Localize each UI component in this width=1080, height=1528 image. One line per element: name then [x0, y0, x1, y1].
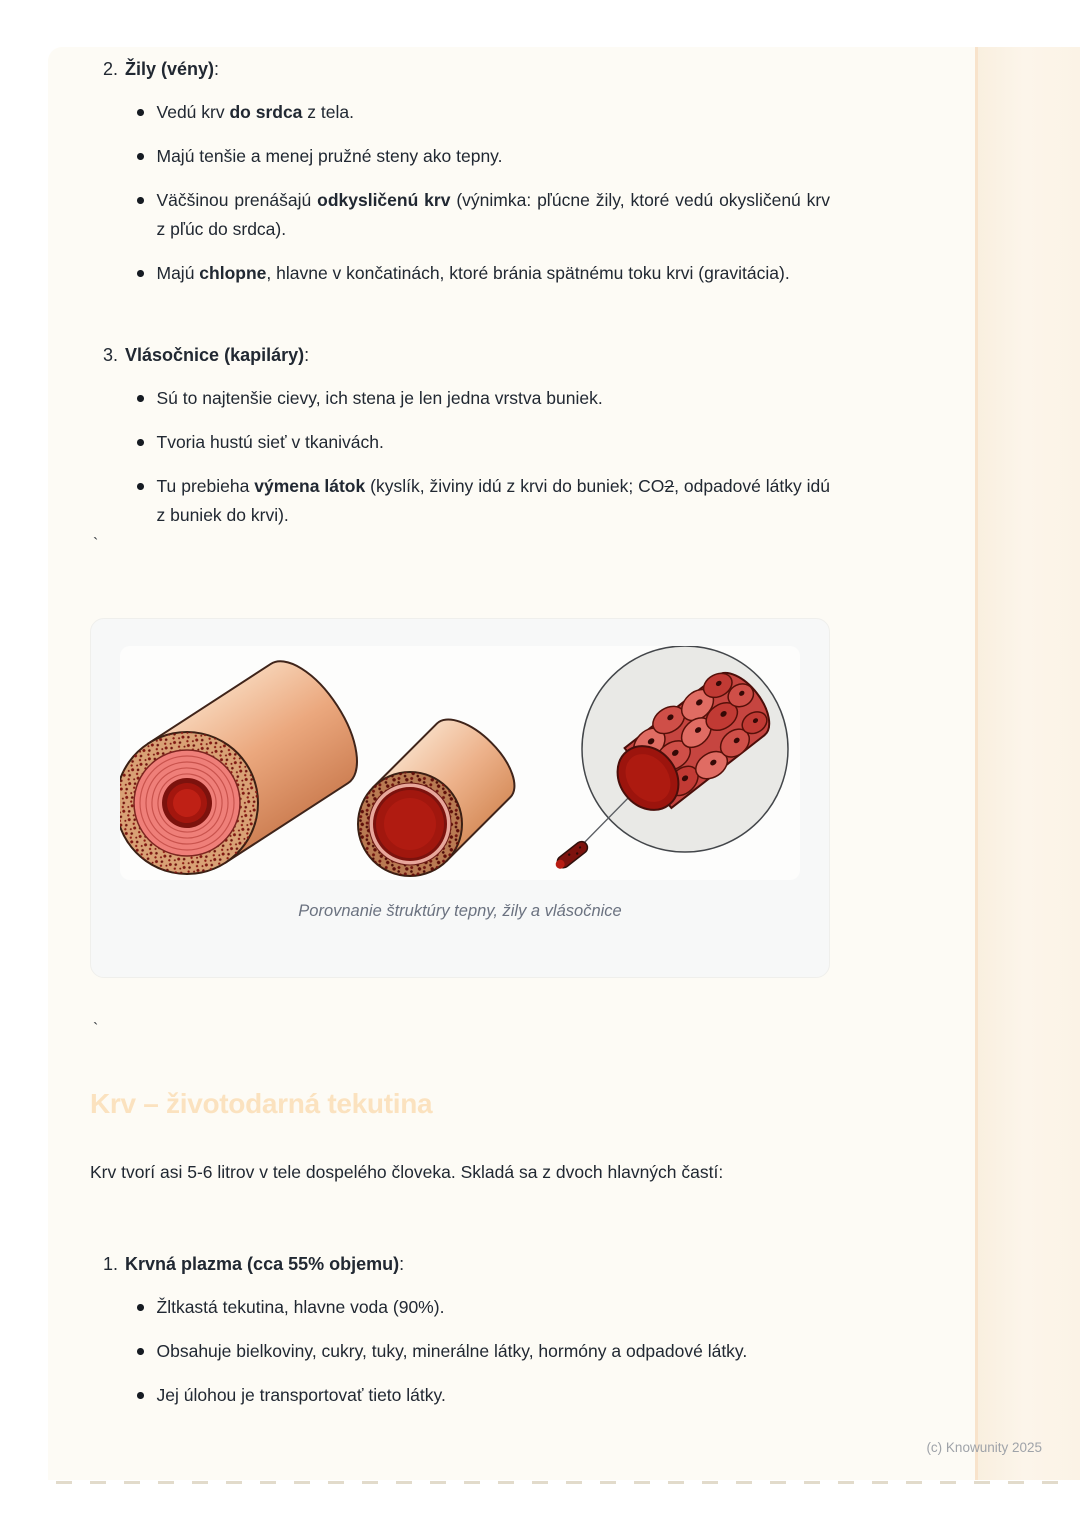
list-item	[90, 259, 830, 288]
list-item-text: Majú tenšie a menej pružné steny ako tepny.	[156, 146, 503, 166]
bullet-dot	[137, 395, 144, 402]
list-item-text: Žltkastá tekutina, hlavne voda (90%).	[156, 1297, 445, 1317]
list-item-text: Jej úlohou je transportovať tieto látky.	[156, 1385, 446, 1405]
list-item-text: Tu prebieha výmena látok (kyslík, živiny idú z krvi do buniek; CO2, odpadové látky idú z buniek do krvi).	[156, 476, 831, 525]
stray-backtick: `	[93, 536, 99, 553]
intro-block	[90, 1156, 830, 1188]
colon: :	[399, 1254, 405, 1274]
figure-block	[90, 618, 830, 978]
list-item	[90, 186, 830, 244]
section-plasma	[90, 1250, 830, 1410]
list-item-text: Väčšinou prenášajú odkysličenú krv (výnimka: pľúcne žily, ktoré vedú okysličenú krv z pľúc do srdca).	[156, 190, 830, 239]
heading-block	[90, 1088, 830, 1120]
bullet-list	[90, 98, 830, 288]
section-title: Krvná plazma (cca 55% objemu)	[125, 1254, 400, 1274]
figure-card	[90, 618, 830, 978]
figure-image-panel	[120, 646, 800, 880]
section-veins	[90, 55, 830, 288]
section-title: Žily (vény)	[125, 59, 215, 79]
section-capillaries-heading	[90, 341, 830, 369]
list-number: 3.	[103, 345, 119, 365]
section-capillaries	[90, 341, 830, 530]
vein-cross-section	[336, 706, 528, 880]
list-item	[90, 142, 830, 171]
list-item	[90, 384, 830, 413]
list-item-text: Tvoria hustú sieť v tkanivách.	[156, 432, 384, 452]
list-item	[90, 1337, 830, 1366]
artery-cross-section	[120, 646, 376, 880]
section-veins-heading	[90, 55, 830, 83]
section-title: Vlásočnice (kapiláry)	[125, 345, 305, 365]
bullet-list	[90, 1293, 830, 1410]
bullet-dot	[137, 1304, 144, 1311]
bullet-dot	[137, 153, 144, 160]
figure-caption: Porovnanie štruktúry tepny, žily a vlásočnice	[298, 902, 622, 920]
bullet-dot	[137, 109, 144, 116]
list-item	[90, 98, 830, 127]
list-number: 2.	[103, 59, 119, 79]
notebook-margin-strip	[975, 47, 1080, 1480]
list-item	[90, 1381, 830, 1410]
list-number: 1.	[103, 1254, 119, 1274]
bullet-dot	[137, 483, 144, 490]
bullet-dot	[137, 439, 144, 446]
list-item-text: Majú chlopne, hlavne v končatinách, ktoré bránia spätnému toku krvi (gravitácia).	[156, 263, 790, 283]
colon: :	[304, 345, 310, 365]
list-item	[90, 1293, 830, 1322]
list-item-text: Vedú krv do srdca z tela.	[156, 102, 354, 122]
intro-paragraph: Krv tvorí asi 5-6 litrov v tele dospelého človeka. Skladá sa z dvoch hlavných častí:	[90, 1162, 724, 1182]
stray-backtick: `	[93, 1021, 99, 1038]
list-item-text: Obsahuje bielkoviny, cukry, tuky, minerálne látky, hormóny a odpadové látky.	[156, 1341, 748, 1361]
notebook-paper	[48, 47, 1080, 1480]
blood-vessels-illustration	[120, 646, 800, 880]
copyright-credit: (c) Knowunity 2025	[926, 1440, 1042, 1455]
colon: :	[214, 59, 220, 79]
list-item-text: Sú to najtenšie cievy, ich stena je len jedna vrstva buniek.	[156, 388, 603, 408]
list-item	[90, 472, 830, 530]
section-plasma-heading	[90, 1250, 830, 1278]
strikethrough-text: 2	[664, 476, 675, 496]
page-title: Krv – životodarná tekutina	[90, 1088, 433, 1119]
capillary-tiny-segment	[553, 839, 590, 872]
bullet-dot	[137, 1348, 144, 1355]
bullet-list	[90, 384, 830, 530]
list-item	[90, 428, 830, 457]
bullet-dot	[137, 270, 144, 277]
bullet-dot	[137, 1392, 144, 1399]
bullet-dot	[137, 197, 144, 204]
capillary-magnified	[553, 646, 788, 872]
